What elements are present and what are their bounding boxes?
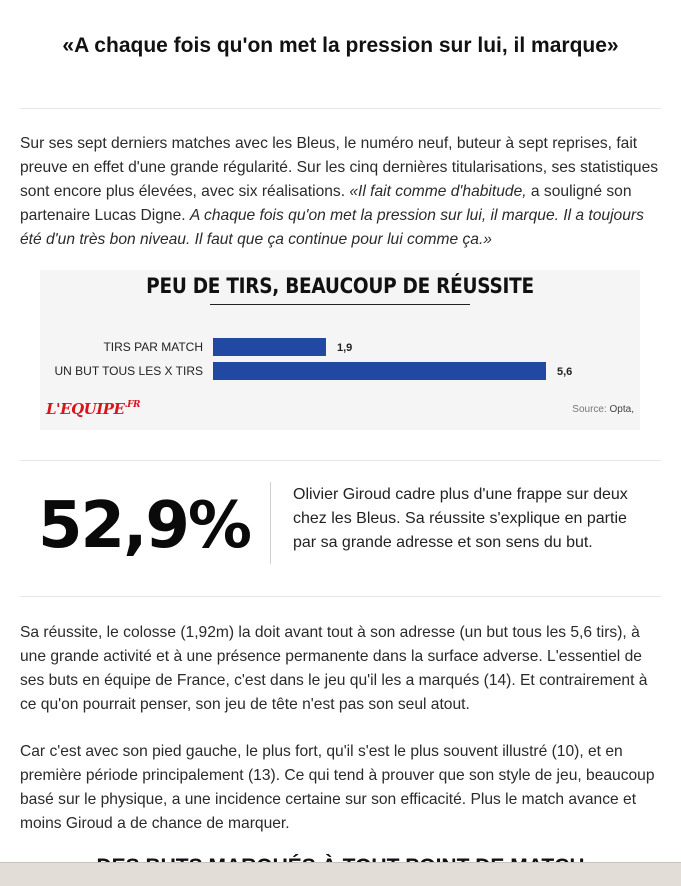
article-heading: «A chaque fois qu'on met la pression sur lui, il marque» xyxy=(62,34,619,57)
browser-footer-bar xyxy=(0,862,681,886)
lequipe-logo xyxy=(46,400,140,418)
bar-value-label: 1,9 xyxy=(336,342,353,354)
paragraph-text: Sur ses sept derniers matches avec les Bleus, le numéro neuf, buteur à sept reprises, fait preuve en effet d'une grande régularité. Sur les cinq dernières titularisations, ses statistiques sont encore plus élevées, avec six réalisations. xyxy=(20,135,659,200)
source-label: Source: xyxy=(572,404,610,415)
divider xyxy=(20,596,661,597)
quote-text: «Il fait comme d'habitude, xyxy=(349,183,527,200)
divider xyxy=(20,108,661,109)
infographic-chart xyxy=(40,270,640,430)
article-paragraph-1 xyxy=(20,132,661,252)
logo-suffix: .FR xyxy=(124,400,140,410)
chart-source xyxy=(572,404,634,415)
logo-text: L'EQUIPE xyxy=(46,400,125,418)
source-brand: Opta, xyxy=(609,404,634,415)
paragraph-text: a souligné son partenaire Lucas Digne. xyxy=(20,183,632,224)
category-label: TIRS PAR MATCH xyxy=(103,340,203,354)
divider xyxy=(20,460,661,461)
next-section-heading xyxy=(0,851,681,862)
stat-value: 52,9% xyxy=(38,489,251,563)
bar-value-label: 5,6 xyxy=(557,366,573,378)
bar xyxy=(213,362,546,380)
quote-text: A chaque fois qu'on met la pression sur lui, il marque. Il a toujours été d'un très bon niveau. Il faut que ça continue pour lui comme ça.» xyxy=(20,207,644,248)
stat-description: Olivier Giroud cadre plus d'une frappe sur deux chez les Bleus. Sa réussite s'explique en partie par sa grande adresse et son sens du but. xyxy=(293,486,628,551)
stat-divider xyxy=(270,482,271,564)
category-label: UN BUT TOUS LES X TIRS xyxy=(54,364,203,378)
bar xyxy=(213,338,326,356)
article-paragraph-2: Sa réussite, le colosse (1,92m) la doit avant tout à son adresse (un but tous les 5,6 tirs), à une grande activité et à une présence permanente dans la surface adverse. L'essentiel de ses buts en équipe de France, c'est dans le jeu qu'il les a marqués (14). Et contrairement à ce qu'on pourrait penser, son jeu de tête n'est pas son seul atout. xyxy=(20,624,648,713)
article-paragraph-3: Car c'est avec son pied gauche, le plus fort, qu'il s'est le plus souvent illustré (10), et en première période principalement (13). Ce qui tend à prouver que son style de jeu, beaucoup basé sur le physique, a une incidence certaine sur son efficacité. Plus le match avance et moins Giroud a de chance de marquer. xyxy=(20,743,655,832)
chart-title: PEU DE TIRS, BEAUCOUP DE RÉUSSITE xyxy=(146,274,534,298)
